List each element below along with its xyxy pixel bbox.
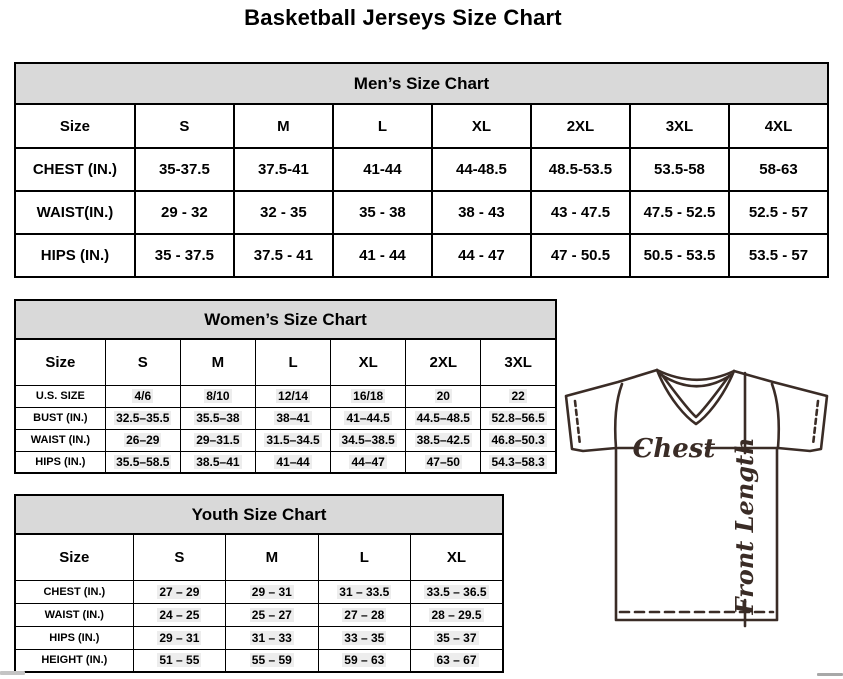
column-header: XL [331, 339, 406, 385]
column-header: XL [432, 104, 531, 148]
column-header: S [105, 339, 180, 385]
womens-chart-title: Women’s Size Chart [14, 299, 557, 338]
row-label: CHEST (IN.) [15, 148, 135, 191]
cell-value: 44 - 47 [458, 247, 505, 264]
cell-value: 28 – 29.5 [431, 607, 482, 622]
row-label: HEIGHT (IN.) [15, 649, 133, 672]
row-label: WAIST(IN.) [15, 191, 135, 234]
cell-value: 52.8–56.5 [491, 411, 545, 425]
cell-value: 55 – 59 [251, 653, 292, 668]
cell-value: 31.5–34.5 [266, 433, 320, 447]
cell-value: 29 - 32 [161, 204, 208, 221]
cell-value: 44-48.5 [455, 161, 507, 178]
cell-value: 4/6 [134, 389, 152, 403]
cell-value: 41–44 [276, 454, 310, 469]
cell-value: 24 – 25 [159, 607, 200, 622]
cell-value: 63 – 67 [436, 653, 477, 668]
row-label: WAIST (IN.) [15, 429, 105, 451]
header-row [15, 534, 503, 580]
cell-value: 31 – 33 [251, 630, 292, 645]
page-title: Basketball Jerseys Size Chart [244, 5, 562, 30]
cell-value: 32.5–35.5 [116, 411, 170, 425]
table-row [15, 407, 556, 429]
table-row [15, 603, 503, 626]
cell-value: 47.5 - 52.5 [643, 204, 716, 221]
cell-value: 41-44 [363, 161, 402, 178]
cell-value: 53.5 - 57 [748, 247, 809, 264]
table-row [15, 191, 828, 234]
cell-value: 48.5-53.5 [548, 161, 613, 178]
column-header: L [318, 534, 410, 580]
column-header: S [133, 534, 225, 580]
column-header: Size [15, 534, 133, 580]
cell-value: 33 – 35 [344, 630, 385, 645]
womens-size-chart [14, 299, 557, 474]
table-row [15, 451, 556, 473]
table-row [15, 626, 503, 649]
cell-value: 33.5 – 36.5 [426, 584, 487, 599]
column-header: 2XL [406, 339, 481, 385]
column-header: M [234, 104, 333, 148]
cell-value: 20 [436, 389, 450, 403]
cell-value: 38 - 43 [458, 204, 505, 221]
mens-size-chart [14, 62, 829, 278]
cell-value: 22 [511, 389, 525, 403]
cell-value: 35.5–58.5 [116, 454, 170, 469]
cell-value: 52.5 - 57 [748, 204, 809, 221]
cell-value: 35 - 37.5 [154, 247, 214, 264]
cell-value: 41 - 44 [359, 247, 406, 264]
cell-value: 29–31.5 [196, 433, 240, 447]
column-header: 2XL [531, 104, 630, 148]
cell-value: 35 - 38 [359, 204, 406, 221]
table-row [15, 385, 556, 407]
cell-value: 51 – 55 [159, 653, 200, 668]
chest-label: Chest [632, 434, 716, 464]
table-row [15, 580, 503, 603]
column-header: L [255, 339, 330, 385]
cell-value: 37.5-41 [257, 161, 309, 178]
column-header: 3XL [630, 104, 729, 148]
cell-value: 37.5 - 41 [253, 247, 313, 264]
cell-value: 35 – 37 [436, 630, 477, 645]
horizontal-scrollbar-thumb-left[interactable] [0, 671, 25, 675]
cell-value: 32 - 35 [260, 204, 307, 221]
row-label: CHEST (IN.) [15, 580, 133, 603]
row-label: HIPS (IN.) [15, 234, 135, 277]
cell-value: 44.5–48.5 [416, 411, 470, 425]
youth-chart-title: Youth Size Chart [14, 494, 504, 533]
mens-chart-table [14, 103, 829, 278]
column-header: Size [15, 339, 105, 385]
front-length-label: Front Length [730, 437, 759, 615]
cell-value: 43 - 47.5 [550, 204, 611, 221]
column-header: 3XL [481, 339, 556, 385]
cell-value: 44–47 [351, 454, 385, 469]
cell-value: 47–50 [426, 454, 460, 469]
row-label: U.S. SIZE [15, 385, 105, 407]
table-row [15, 649, 503, 672]
cell-value: 59 – 63 [344, 653, 385, 668]
cell-value: 26–29 [126, 433, 160, 447]
table-row [15, 148, 828, 191]
row-label: BUST (IN.) [15, 407, 105, 429]
cell-value: 35.5–38 [196, 411, 240, 425]
cell-value: 34.5–38.5 [341, 433, 395, 447]
cell-value: 53.5-58 [654, 161, 705, 178]
cell-value: 38.5–42.5 [416, 433, 470, 447]
cell-value: 29 – 31 [159, 630, 200, 645]
youth-chart-table [14, 533, 504, 673]
womens-chart-table [14, 338, 557, 474]
right-sleeve-seam-dashed-line [813, 401, 818, 445]
column-header: L [333, 104, 432, 148]
header-row [15, 104, 828, 148]
column-header: M [180, 339, 255, 385]
column-header: Size [15, 104, 135, 148]
youth-size-chart [14, 494, 504, 673]
column-header: XL [411, 534, 503, 580]
cell-value: 38.5–41 [196, 454, 240, 469]
column-header: 4XL [729, 104, 828, 148]
row-label: HIPS (IN.) [15, 451, 105, 473]
jersey-measurement-diagram [556, 360, 843, 656]
mens-chart-title: Men’s Size Chart [14, 62, 829, 103]
cell-value: 35-37.5 [158, 161, 210, 178]
table-row [15, 429, 556, 451]
horizontal-scrollbar-thumb-right[interactable] [817, 673, 843, 676]
jersey-outline-illustration [556, 360, 843, 656]
left-sleeve-seam-dashed-line [575, 401, 580, 445]
cell-value: 16/18 [353, 389, 384, 403]
row-label: WAIST (IN.) [15, 603, 133, 626]
cell-value: 27 – 28 [344, 607, 385, 622]
column-header: M [226, 534, 318, 580]
table-row [15, 234, 828, 277]
cell-value: 58-63 [759, 161, 798, 178]
cell-value: 27 – 29 [159, 584, 200, 599]
header-row [15, 339, 556, 385]
cell-value: 41–44.5 [346, 411, 390, 425]
cell-value: 50.5 - 53.5 [643, 247, 716, 264]
cell-value: 25 – 27 [251, 607, 292, 622]
cell-value: 12/14 [278, 389, 309, 403]
column-header: S [135, 104, 234, 148]
row-label: HIPS (IN.) [15, 626, 133, 649]
cell-value: 46.8–50.3 [491, 433, 545, 447]
cell-value: 31 – 33.5 [339, 584, 390, 599]
cell-value: 54.3–58.3 [491, 454, 545, 469]
cell-value: 29 – 31 [251, 584, 292, 599]
cell-value: 38–41 [276, 411, 310, 425]
cell-value: 8/10 [206, 389, 230, 403]
cell-value: 47 - 50.5 [550, 247, 611, 264]
